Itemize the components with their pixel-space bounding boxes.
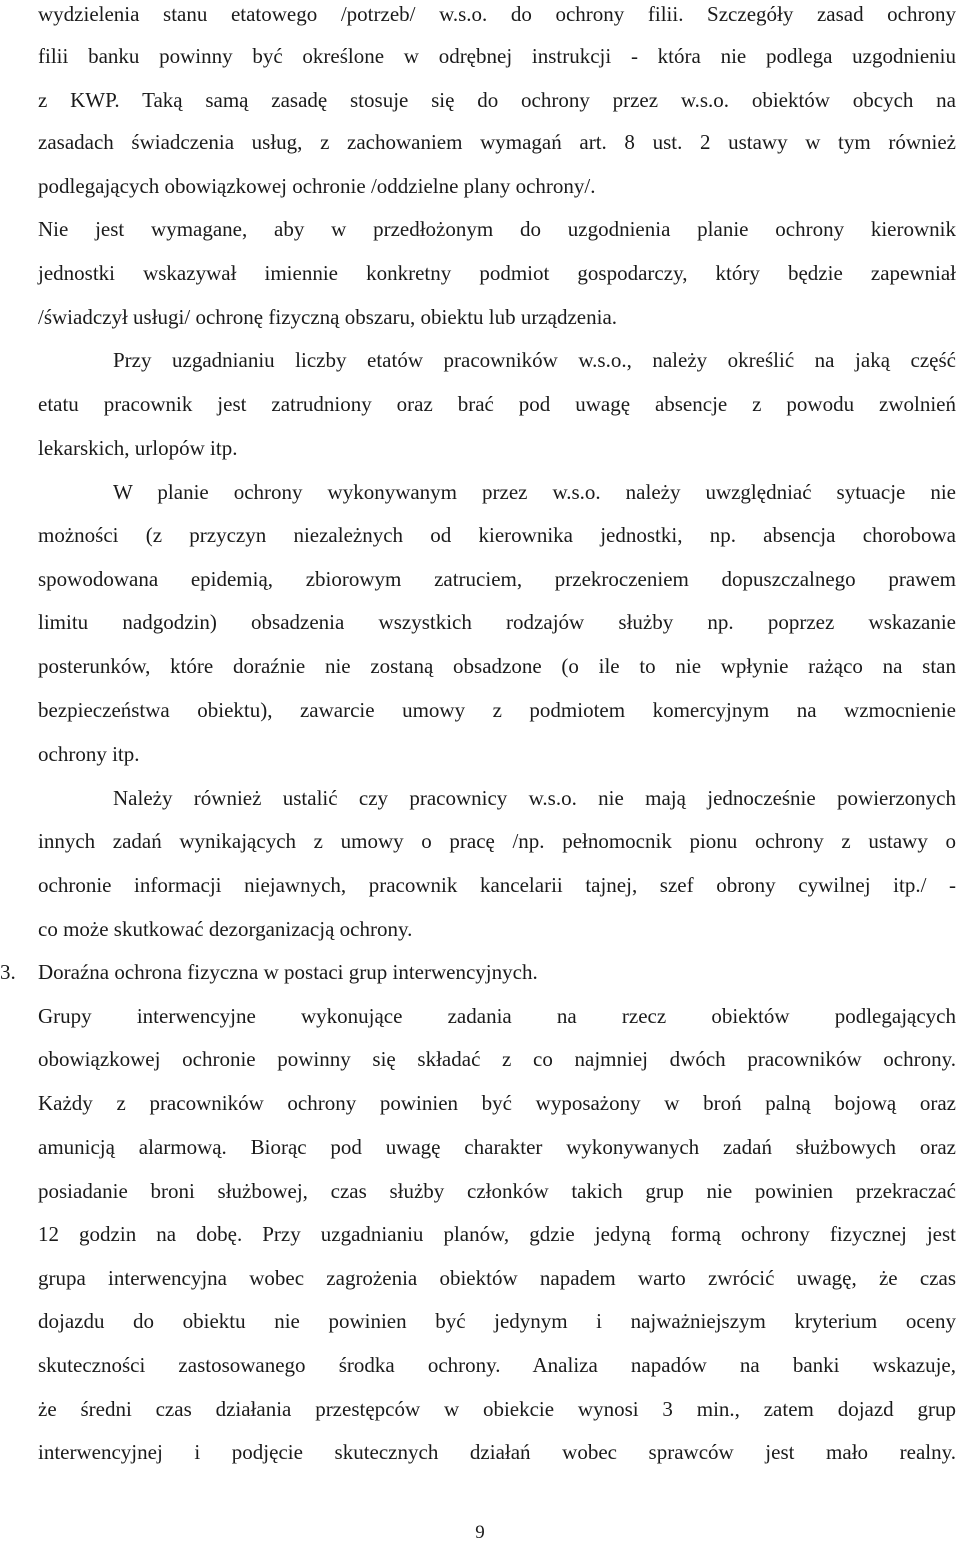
text-line: lekarskich, urlopów itp. xyxy=(38,436,238,460)
text-line: możności (z przyczyn niezależnych od kierownika jednostki, np. absencja chorobowa xyxy=(38,523,956,547)
text-line: Grupy interwencyjne wykonujące zadania na rzecz obiektów podlegających xyxy=(38,1004,956,1028)
page-number: 9 xyxy=(475,1522,485,1543)
text-line: zasadach świadczenia usług, z zachowaniem wymagań art. 8 ust. 2 ustawy w tym również xyxy=(38,130,956,154)
text-line: bezpieczeństwa obiektu), zawarcie umowy z podmiotem komercyjnym na wzmocnienie xyxy=(38,698,956,722)
text-line: interwencyjnej i podjęcie skutecznych działań wobec sprawców jest mało realny. xyxy=(38,1440,956,1464)
text-line: ochronie informacji niejawnych, pracownik kancelarii tajnej, szef obrony cywilnej itp./ - xyxy=(38,873,956,897)
text-line: skuteczności zastosowanego środka ochrony. Analiza napadów na banki wskazuje, xyxy=(38,1353,956,1377)
text-line: jednostki wskazywał imiennie konkretny podmiot gospodarczy, który będzie zapewniał xyxy=(38,261,956,285)
text-line: podlegających obowiązkowej ochronie /oddzielne plany ochrony/. xyxy=(38,174,596,198)
text-line: posterunków, które doraźnie nie zostaną obsadzone (o ile to nie wpłynie rażąco na stan xyxy=(38,654,956,678)
text-line: innych zadań wynikających z umowy o pracę /np. pełnomocnik pionu ochrony z ustawy o xyxy=(38,829,956,853)
text-line: posiadanie broni służbowej, czas służby członków takich grup nie powinien przekraczać xyxy=(38,1179,956,1203)
text-line: amunicją alarmową. Biorąc pod uwagę charakter wykonywanych zadań służbowych oraz xyxy=(38,1135,956,1159)
text-line: co może skutkować dezorganizacją ochrony. xyxy=(38,917,413,941)
text-line: 12 godzin na dobę. Przy uzgadnianiu planów, gdzie jedyną formą ochrony fizycznej jest xyxy=(38,1222,956,1246)
text-line: ochrony itp. xyxy=(38,742,140,766)
text-line: z KWP. Taką samą zasadę stosuje się do ochrony przez w.s.o. obiektów obcych na xyxy=(38,88,956,112)
text-line: /świadczył usługi/ ochronę fizyczną obszaru, obiektu lub urządzenia. xyxy=(38,305,618,329)
text-line: wydzielenia stanu etatowego /potrzeb/ w.s.o. do ochrony filii. Szczegóły zasad ochrony xyxy=(38,2,956,26)
text-line: Należy również ustalić czy pracownicy w.s.o. nie mają jednocześnie powierzonych xyxy=(113,786,956,810)
text-line: spowodowana epidemią, zbiorowym zatruciem, przekroczeniem dopuszczalnego prawem xyxy=(38,567,956,591)
text-line: Przy uzgadnianiu liczby etatów pracowników w.s.o., należy określić na jaką część xyxy=(113,348,956,372)
text-line: dojazdu do obiektu nie powinien być jedynym i najważniejszym kryterium oceny xyxy=(38,1309,956,1333)
text-line: Nie jest wymagane, aby w przedłożonym do uzgodnienia planie ochrony kierownik xyxy=(38,217,956,241)
text-line: że średni czas działania przestępców w obiekcie wynosi 3 min., zatem dojazd grup xyxy=(38,1397,956,1421)
text-line: etatu pracownik jest zatrudniony oraz brać pod uwagę absencje z powodu zwolnień xyxy=(38,392,956,416)
text-line: obowiązkowej ochronie powinny się składać z co najmniej dwóch pracowników ochrony. xyxy=(38,1047,956,1071)
text-line: W planie ochrony wykonywanym przez w.s.o. należy uwzględniać sytuacje nie xyxy=(113,480,956,504)
text-line: limitu nadgodzin) obsadzenia wszystkich rodzajów służby np. poprzez wskazanie xyxy=(38,610,956,634)
text-line: grupa interwencyjna wobec zagrożenia obiektów napadem warto zwrócić uwagę, że czas xyxy=(38,1266,956,1290)
text-line: filii banku powinny być określone w odrębnej instrukcji - która nie podlega uzgodnieniu xyxy=(38,44,956,68)
section-heading: Doraźna ochrona fizyczna w postaci grup interwencyjnych. xyxy=(38,960,538,984)
list-item-number: 3. xyxy=(0,960,16,984)
text-line: Każdy z pracowników ochrony powinien być wyposażony w broń palną bojową oraz xyxy=(38,1091,956,1115)
